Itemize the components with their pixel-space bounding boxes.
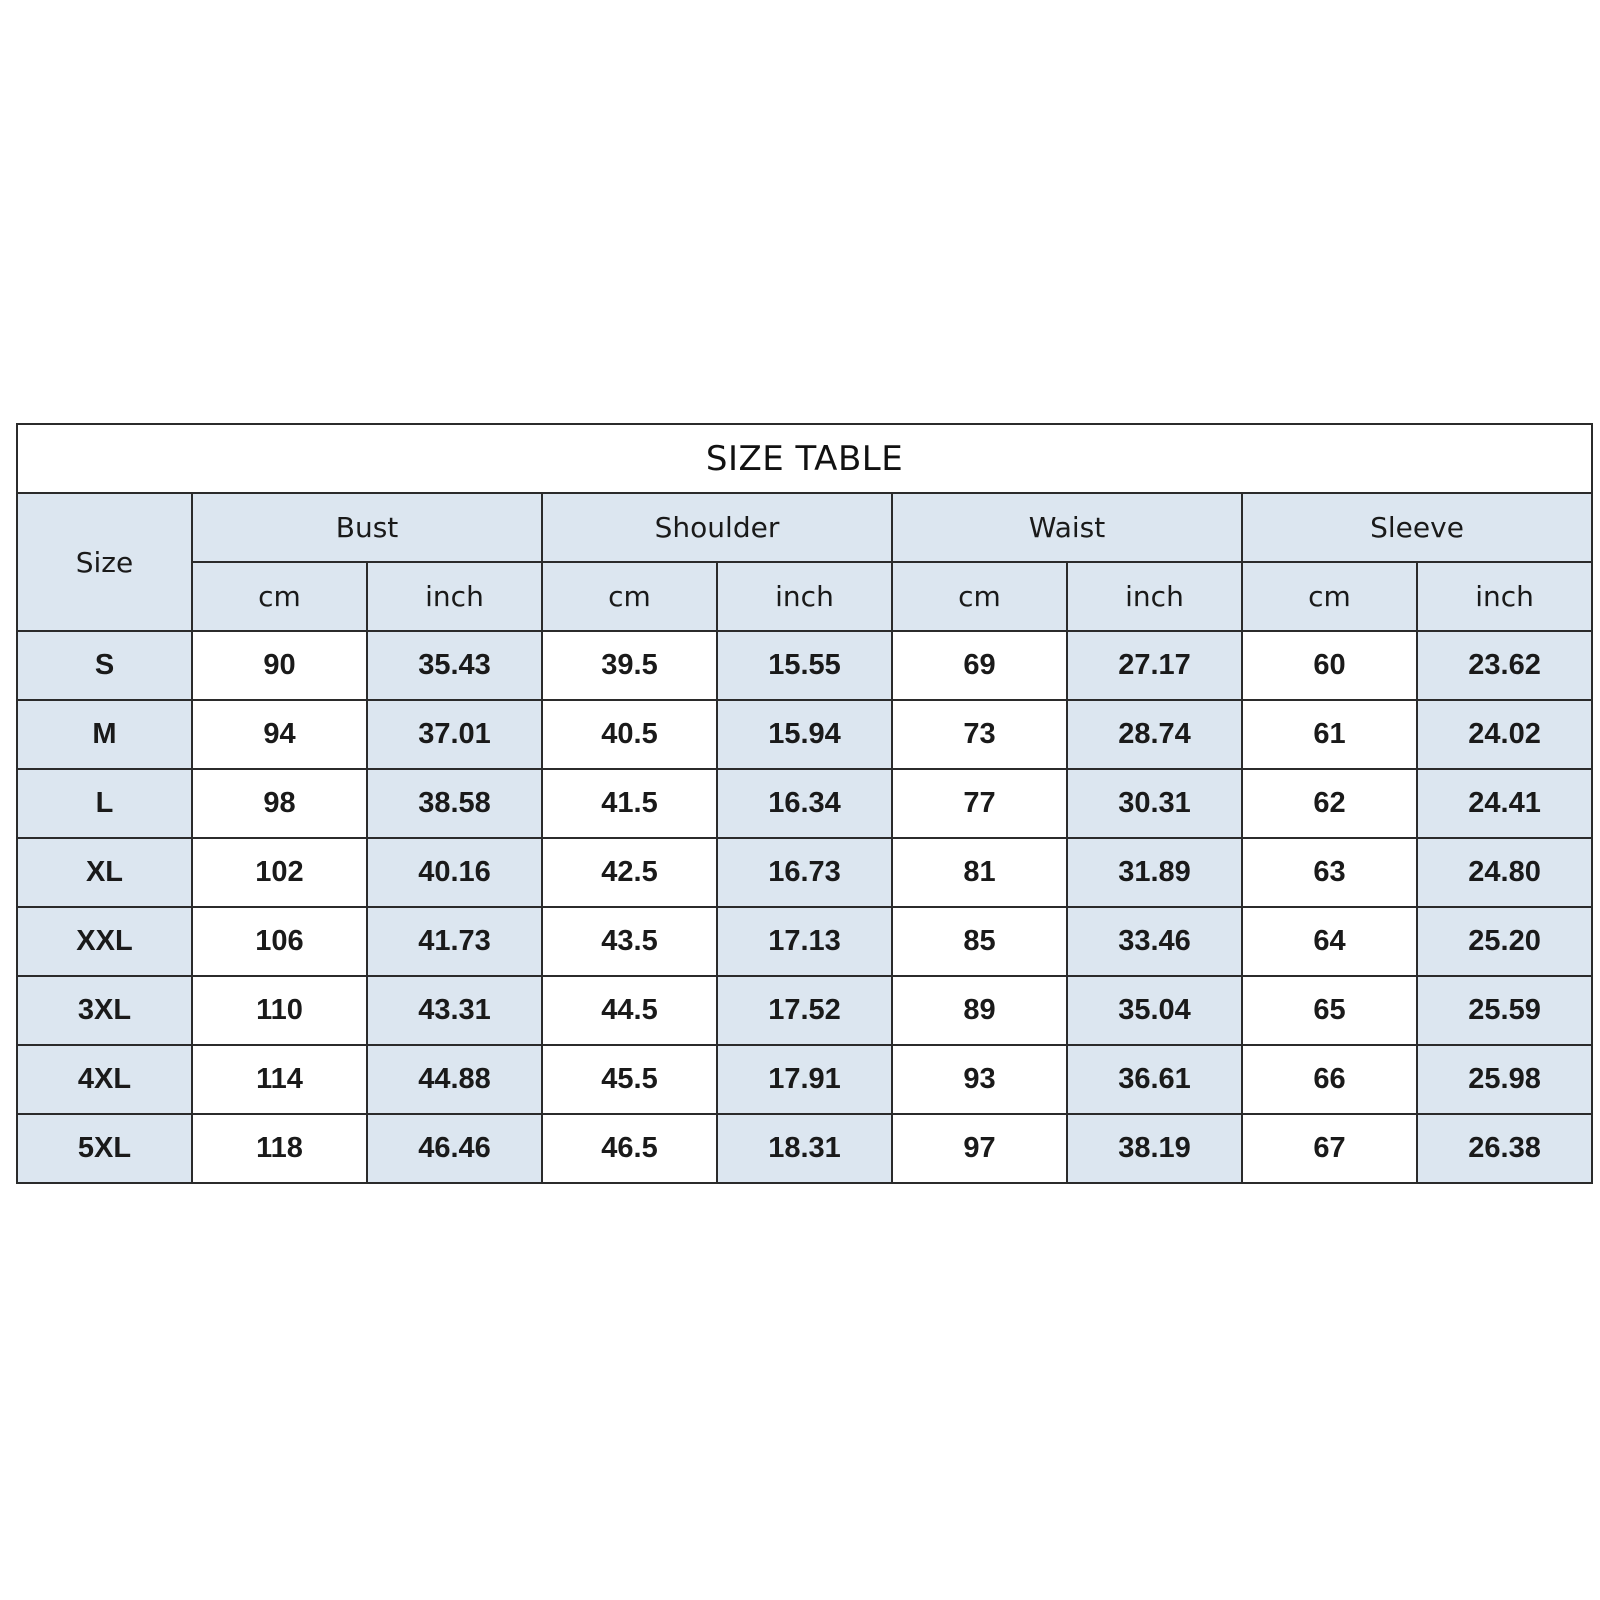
value-cell: 65 [1242, 976, 1417, 1045]
value-cell: 15.94 [717, 700, 892, 769]
value-cell: 40.16 [367, 838, 542, 907]
value-cell: 94 [192, 700, 367, 769]
table-row [17, 1114, 1592, 1183]
unit-header: inch [1417, 562, 1592, 631]
table-title: SIZE TABLE [17, 424, 1592, 493]
value-cell: 25.98 [1417, 1045, 1592, 1114]
shoulder-header: Shoulder [542, 493, 892, 562]
value-cell: 17.13 [717, 907, 892, 976]
value-cell: 17.52 [717, 976, 892, 1045]
sleeve-header: Sleeve [1242, 493, 1592, 562]
value-cell: 66 [1242, 1045, 1417, 1114]
unit-header: cm [542, 562, 717, 631]
unit-header: inch [717, 562, 892, 631]
size-cell: L [17, 769, 192, 838]
value-cell: 43.31 [367, 976, 542, 1045]
value-cell: 27.17 [1067, 631, 1242, 700]
value-cell: 26.38 [1417, 1114, 1592, 1183]
unit-header: cm [1242, 562, 1417, 631]
group-header-row [17, 493, 1592, 562]
value-cell: 90 [192, 631, 367, 700]
table-row [17, 1045, 1592, 1114]
value-cell: 64 [1242, 907, 1417, 976]
value-cell: 37.01 [367, 700, 542, 769]
value-cell: 67 [1242, 1114, 1417, 1183]
value-cell: 24.80 [1417, 838, 1592, 907]
value-cell: 110 [192, 976, 367, 1045]
value-cell: 46.5 [542, 1114, 717, 1183]
value-cell: 33.46 [1067, 907, 1242, 976]
value-cell: 73 [892, 700, 1067, 769]
value-cell: 31.89 [1067, 838, 1242, 907]
size-cell: 3XL [17, 976, 192, 1045]
value-cell: 85 [892, 907, 1067, 976]
size-table-container [16, 423, 1591, 1184]
table-row [17, 769, 1592, 838]
value-cell: 61 [1242, 700, 1417, 769]
unit-header: inch [367, 562, 542, 631]
value-cell: 93 [892, 1045, 1067, 1114]
size-cell: XXL [17, 907, 192, 976]
size-table-body [17, 424, 1592, 1183]
value-cell: 28.74 [1067, 700, 1242, 769]
value-cell: 41.5 [542, 769, 717, 838]
value-cell: 69 [892, 631, 1067, 700]
unit-header: cm [892, 562, 1067, 631]
table-row [17, 838, 1592, 907]
value-cell: 62 [1242, 769, 1417, 838]
size-cell: 4XL [17, 1045, 192, 1114]
value-cell: 43.5 [542, 907, 717, 976]
size-table [16, 423, 1593, 1184]
value-cell: 39.5 [542, 631, 717, 700]
value-cell: 24.02 [1417, 700, 1592, 769]
value-cell: 114 [192, 1045, 367, 1114]
table-row [17, 700, 1592, 769]
value-cell: 98 [192, 769, 367, 838]
bust-header: Bust [192, 493, 542, 562]
value-cell: 36.61 [1067, 1045, 1242, 1114]
value-cell: 41.73 [367, 907, 542, 976]
value-cell: 42.5 [542, 838, 717, 907]
value-cell: 102 [192, 838, 367, 907]
value-cell: 46.46 [367, 1114, 542, 1183]
unit-header: cm [192, 562, 367, 631]
value-cell: 38.19 [1067, 1114, 1242, 1183]
value-cell: 60 [1242, 631, 1417, 700]
value-cell: 23.62 [1417, 631, 1592, 700]
value-cell: 16.34 [717, 769, 892, 838]
value-cell: 106 [192, 907, 367, 976]
value-cell: 89 [892, 976, 1067, 1045]
value-cell: 44.5 [542, 976, 717, 1045]
value-cell: 118 [192, 1114, 367, 1183]
value-cell: 97 [892, 1114, 1067, 1183]
value-cell: 25.20 [1417, 907, 1592, 976]
value-cell: 44.88 [367, 1045, 542, 1114]
value-cell: 16.73 [717, 838, 892, 907]
waist-header: Waist [892, 493, 1242, 562]
value-cell: 40.5 [542, 700, 717, 769]
value-cell: 17.91 [717, 1045, 892, 1114]
table-row [17, 907, 1592, 976]
value-cell: 18.31 [717, 1114, 892, 1183]
value-cell: 81 [892, 838, 1067, 907]
unit-header: inch [1067, 562, 1242, 631]
value-cell: 15.55 [717, 631, 892, 700]
value-cell: 35.43 [367, 631, 542, 700]
unit-header-row [17, 562, 1592, 631]
value-cell: 35.04 [1067, 976, 1242, 1045]
value-cell: 45.5 [542, 1045, 717, 1114]
table-row [17, 976, 1592, 1045]
value-cell: 30.31 [1067, 769, 1242, 838]
size-cell: 5XL [17, 1114, 192, 1183]
value-cell: 24.41 [1417, 769, 1592, 838]
size-cell: S [17, 631, 192, 700]
title-row [17, 424, 1592, 493]
table-row [17, 631, 1592, 700]
size-cell: XL [17, 838, 192, 907]
size-cell: M [17, 700, 192, 769]
value-cell: 25.59 [1417, 976, 1592, 1045]
size-column-header: Size [17, 493, 192, 631]
value-cell: 38.58 [367, 769, 542, 838]
value-cell: 77 [892, 769, 1067, 838]
value-cell: 63 [1242, 838, 1417, 907]
